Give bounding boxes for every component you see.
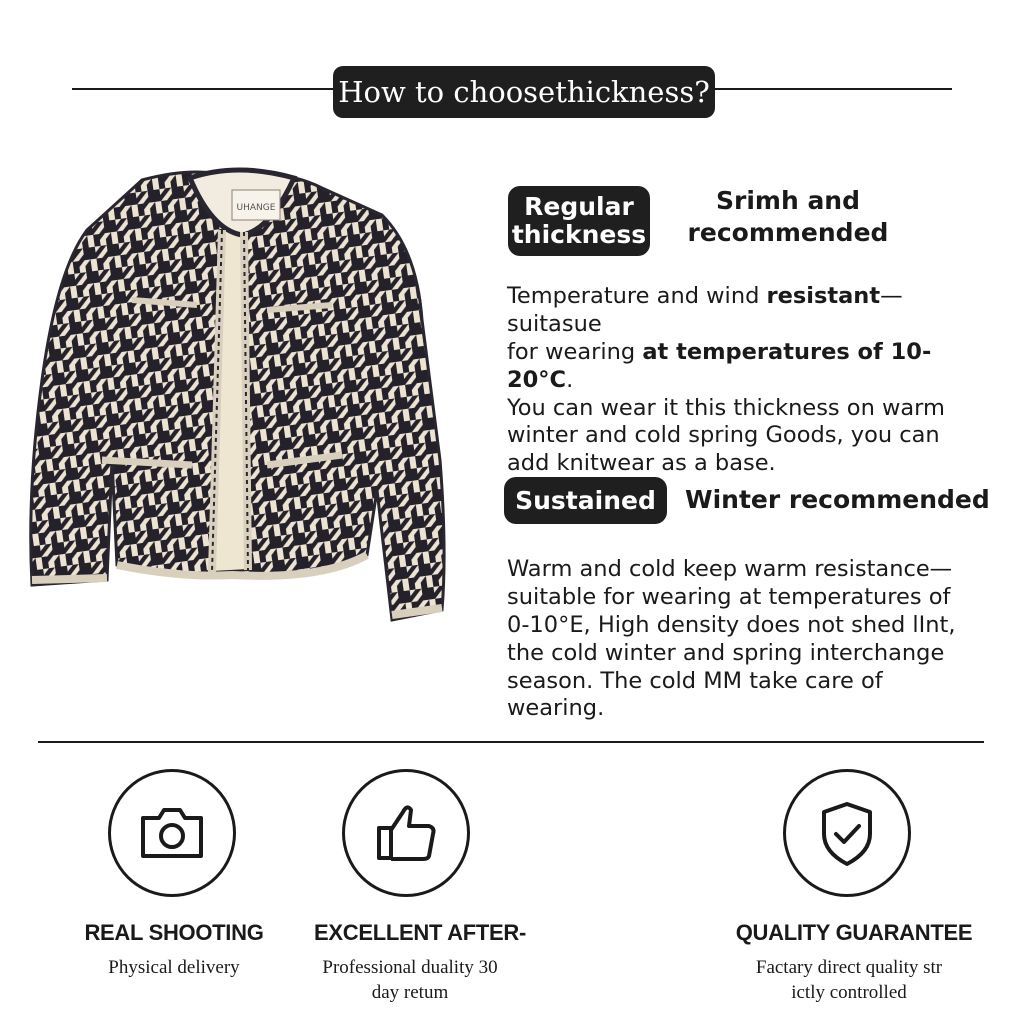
- shield-check-icon-circle: [783, 769, 911, 897]
- thumbs-up-icon: [345, 772, 467, 894]
- tag-regular-thickness: Regular thickness: [508, 186, 650, 256]
- shield-check-icon: [786, 772, 908, 894]
- feature-desc-quality-guarantee: Factary direct quality str ictly controlled: [755, 957, 943, 1003]
- option-2-heading: Winter recommended: [685, 485, 990, 514]
- section-divider: [38, 741, 984, 743]
- option-1-description: Temperature and wind resistant—suitasue for wearing at temperatures of 10-20°C. You can wear it this thickness on warm winter and cold spring Goods, you can add knitwear as a base.: [507, 283, 945, 477]
- option-1-heading: Srimh and recommended: [687, 186, 889, 247]
- feature-title-excellent-after: EXCELLENT AFTER-: [314, 920, 526, 945]
- feature-title-quality-guarantee: QUALITY GUARANTEE: [735, 920, 973, 945]
- camera-icon: [111, 772, 233, 894]
- option-2-description: Warm and cold keep warm resistance— suitable for wearing at temperatures of 0-10°E, High density does not shed lInt, the cold winter and spring interchange season. The cold MM take care of wearing.: [507, 556, 956, 722]
- header-rule-left: [72, 88, 334, 90]
- camera-icon-circle: [108, 769, 236, 897]
- product-image: [22, 160, 452, 630]
- page-title: How to choosethickness?: [333, 66, 715, 118]
- jacket-label: UHANGE: [236, 203, 276, 213]
- feature-desc-excellent-after: Professional duality 30 day retum: [322, 957, 498, 1003]
- tag-sustained: Sustained: [504, 477, 667, 524]
- feature-title-real-shooting: REAL SHOOTING: [84, 920, 264, 945]
- feature-desc-real-shooting: Physical delivery: [108, 957, 240, 978]
- header-rule-right: [714, 88, 952, 90]
- thumbs-up-icon-circle: [342, 769, 470, 897]
